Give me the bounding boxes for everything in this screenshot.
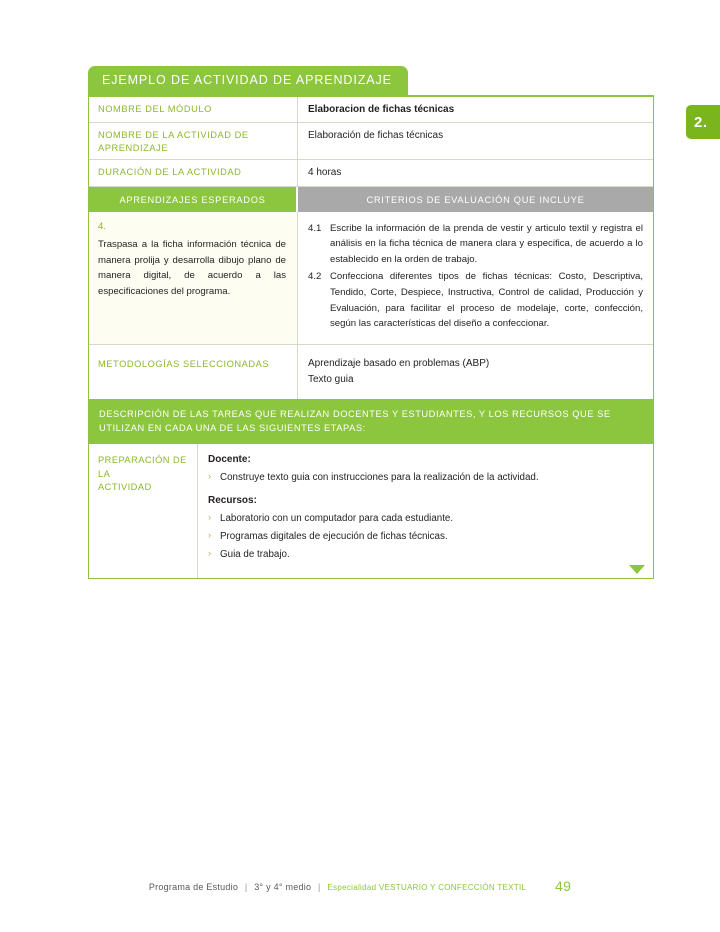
teacher-group: [208, 454, 639, 485]
learning-text: Traspasa a la ficha información técnica de manera prolija y desarrolla dibujo plano de manera digital, de acuerdo a las especificaciones del programa.: [98, 239, 286, 297]
methodology-label: METODOLOGÍAS SELECCIONADAS: [89, 345, 298, 399]
row-value-activity-name: Elaboración de fichas técnicas: [308, 130, 444, 142]
methodology-line-2: Texto guia: [308, 373, 354, 385]
description-banner: DESCRIPCIÓN DE LAS TAREAS QUE REALIZAN DOCENTES Y ESTUDIANTES, Y LOS RECURSOS QUE SE UTILIZAN EN CADA UNA DE LAS SIGUIENTES ETAPAS:: [89, 399, 653, 445]
list-item: [208, 470, 639, 485]
header-expected-learnings: APRENDIZAJES ESPERADOS: [89, 187, 298, 212]
preparation-label: [89, 444, 198, 578]
methodology-line-1: Aprendizaje basado en problemas (ABP): [308, 357, 490, 369]
footer-separator: |: [244, 882, 248, 892]
header-evaluation-criteria: CRITERIOS DE EVALUACIÓN QUE INCLUYE: [298, 187, 653, 212]
chapter-tab: [686, 105, 720, 139]
learning-number: 4.: [98, 220, 106, 232]
list-item: [208, 511, 639, 526]
chevron-right-icon: ›: [208, 471, 212, 483]
footer-separator: |: [318, 882, 321, 892]
page-number: 49: [555, 878, 572, 894]
row-label-activity-name: NOMBRE DE LA ACTIVIDAD DE APRENDIZAJE: [89, 123, 298, 159]
activity-card: [88, 66, 654, 579]
criterion-number: 4.2: [308, 271, 322, 283]
chevron-right-icon: ›: [208, 547, 212, 559]
preparation-label-line-1: PREPARACIÓN DE LA: [98, 455, 187, 479]
learnings-criteria-row: [89, 212, 653, 345]
chapter-tab-label: 2.: [694, 113, 708, 131]
page-footer: [0, 878, 720, 894]
list-item-text: Programas digitales de ejecución de fichas técnicas.: [220, 531, 448, 543]
criterion-number: 4.1: [308, 222, 322, 234]
row-label-duration: DURACIÓN DE LA ACTIVIDAD: [89, 160, 298, 186]
criterion-text: Confecciona diferentes tipos de fichas técnicas: Costo, Descriptiva, Tendido, Corte, Despiece, Instructiva, Control de calidad, Producción y Evaluación, para facilitar el proceso de modelaje, corte, confección, según las características del diseño a confeccionar.: [330, 271, 643, 330]
row-value-duration: 4 horas: [308, 167, 342, 179]
chevron-right-icon: ›: [208, 512, 212, 524]
methodology-value: [298, 345, 653, 399]
preparation-content: [198, 444, 653, 578]
resources-group: [208, 495, 639, 562]
expected-learning-cell: [89, 212, 298, 344]
resources-heading: Recursos:: [208, 495, 257, 507]
footer-specialty: Especialidad VESTUARIO Y CONFECCIÓN TEXTIL: [327, 883, 527, 892]
chevron-right-icon: ›: [208, 530, 212, 542]
footer-program: Programa de Estudio: [148, 882, 239, 892]
preparation-row: [89, 444, 653, 578]
criterion-item: [308, 221, 643, 268]
criterion-item: [308, 269, 643, 331]
footer-level: 3° y 4° medio: [254, 882, 312, 892]
list-item-text: Laboratorio con un computador para cada estudiante.: [220, 513, 454, 525]
methodology-row: [89, 345, 653, 399]
criterion-text: Escribe la información de la prenda de vestir y articulo textil y registra el análisis en la ficha técnica de manera clara y especifica, de acuerdo a lo establecido en la orden de trabajo.: [330, 222, 643, 265]
row-label-module: NOMBRE DEL MÓDULO: [89, 97, 298, 123]
section-header-row: [89, 187, 653, 212]
list-item: [208, 529, 639, 544]
table-row: [89, 160, 653, 187]
table-row: [89, 123, 653, 160]
continue-down-arrow-icon: [629, 565, 645, 574]
row-value-module: Elaboracion de fichas técnicas: [308, 103, 455, 115]
list-item: [208, 547, 639, 562]
list-item-text: Construye texto guia con instrucciones para la realización de la actividad.: [220, 472, 539, 484]
card-body: [88, 95, 654, 579]
evaluation-criteria-cell: [298, 212, 653, 344]
teacher-heading: Docente:: [208, 454, 251, 466]
preparation-label-line-2: ACTIVIDAD: [98, 482, 152, 493]
list-item-text: Guia de trabajo.: [220, 548, 290, 560]
card-title: EJEMPLO DE ACTIVIDAD DE APRENDIZAJE: [88, 66, 408, 95]
table-row: [89, 97, 653, 124]
